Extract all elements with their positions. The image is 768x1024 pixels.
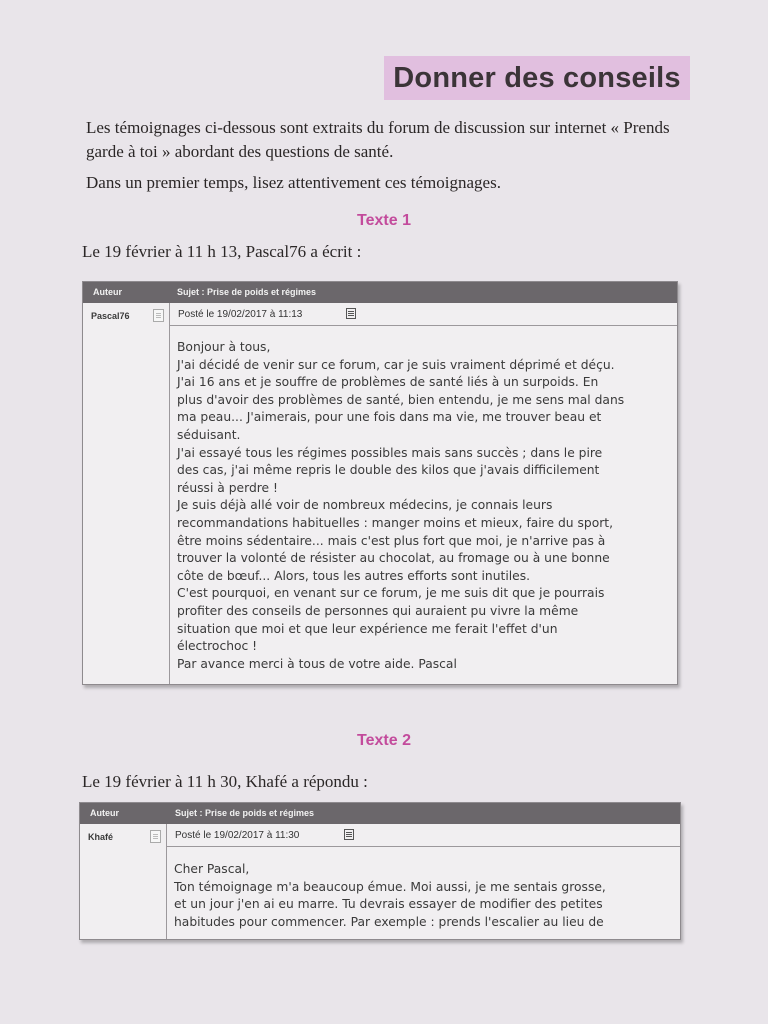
post-line: électrochoc ! (177, 639, 258, 654)
author-name[interactable]: Khafé (88, 832, 114, 842)
col-subject-header: Sujet : Prise de poids et régimes (175, 808, 315, 818)
forum-post-2 (79, 802, 681, 940)
post-line: situation que moi et que leur expérience me ferait l'effet d'un (177, 621, 558, 636)
post-meta-row (167, 824, 680, 847)
title-banner (384, 56, 690, 100)
post-line: réussi à perdre ! (177, 480, 278, 495)
post-line: des cas, j'ai même repris le double des kilos que j'avais difficilement (177, 463, 600, 478)
intro-paragraph-2: Dans un premier temps, lisez attentivement ces témoignages. (86, 173, 501, 192)
forum-post-1 (82, 281, 678, 685)
post-line: et un jour j'en ai eu marre. Tu devrais essayer de modifier des petites (174, 897, 603, 912)
post-line: séduisant. (177, 427, 241, 442)
post-line: Ton témoignage m'a beaucoup émue. Moi aussi, je me sentais grosse, (174, 879, 606, 894)
intro-paragraph-1 (86, 116, 696, 164)
author-column (83, 303, 170, 684)
post-body (177, 339, 663, 673)
post-line: J'ai 16 ans et je souffre de problèmes de santé liés à un surpoids. En (177, 375, 599, 390)
post-line: J'ai décidé de venir sur ce forum, car je suis vraiment déprimé et déçu. (177, 357, 615, 372)
post-line: Bonjour à tous, (177, 340, 271, 354)
post-intro-texte-1: Le 19 février à 11 h 13, Pascal76 a écrit : (82, 242, 362, 261)
post-line: J'ai essayé tous les régimes possibles mais sans succès ; dans le pire (177, 445, 603, 460)
post-line: côte de bœuf... Alors, tous les autres efforts sont inutiles. (177, 568, 531, 583)
section-label-texte-1: Texte 1 (357, 212, 411, 229)
post-line: habitudes pour commencer. Par exemple : prends l'escalier au lieu de (174, 914, 604, 929)
page-title: Donner des conseils (393, 61, 681, 94)
posted-date: Posté le 19/02/2017 à 11:13 (178, 309, 303, 320)
post-line: être moins sédentaire... mais c'est plus fort que moi, je n'arrive pas à (177, 533, 606, 548)
post-intro-texte-2: Le 19 février à 11 h 30, Khafé a répondu : (82, 772, 368, 791)
intro-line: garde à toi » abordant des questions de santé. (86, 142, 394, 161)
posted-date: Posté le 19/02/2017 à 11:30 (175, 830, 300, 841)
post-line: plus d'avoir des problèmes de santé, bien entendu, je me sens mal dans (177, 392, 625, 407)
post-line: Je suis déjà allé voir de nombreux médecins, je connais leurs (177, 498, 553, 513)
post-line: Cher Pascal, (174, 862, 250, 876)
intro-line: Les témoignages ci-dessous sont extraits du forum de discussion sur internet « Prends (86, 118, 670, 137)
post-line: ma peau... J'aimerais, pour une fois dans ma vie, me trouver beau et (177, 410, 602, 425)
col-author-header: Auteur (93, 287, 122, 297)
forum-header (80, 803, 680, 824)
post-meta-row (170, 303, 677, 326)
post-line: recommandations habituelles : manger moins et mieux, faire du sport, (177, 515, 614, 530)
post-line: profiter des conseils de personnes qui auraient pu vivre la même (177, 603, 579, 618)
post-line: Par avance merci à tous de votre aide. Pascal (177, 656, 457, 671)
col-author-header: Auteur (90, 808, 119, 818)
author-column (80, 824, 167, 939)
message-icon[interactable] (344, 829, 354, 840)
section-label-texte-2: Texte 2 (357, 732, 411, 749)
message-icon[interactable] (346, 308, 356, 319)
post-body (174, 861, 666, 931)
profile-doc-icon[interactable] (153, 309, 164, 322)
profile-doc-icon[interactable] (150, 830, 161, 843)
col-subject-header: Sujet : Prise de poids et régimes (177, 287, 317, 297)
author-name[interactable]: Pascal76 (91, 311, 130, 321)
post-line: C'est pourquoi, en venant sur ce forum, je me suis dit que je pourrais (177, 586, 605, 601)
forum-header (83, 282, 677, 303)
post-line: trouver la volonté de résister au chocolat, au fromage ou à une bonne (177, 551, 610, 566)
